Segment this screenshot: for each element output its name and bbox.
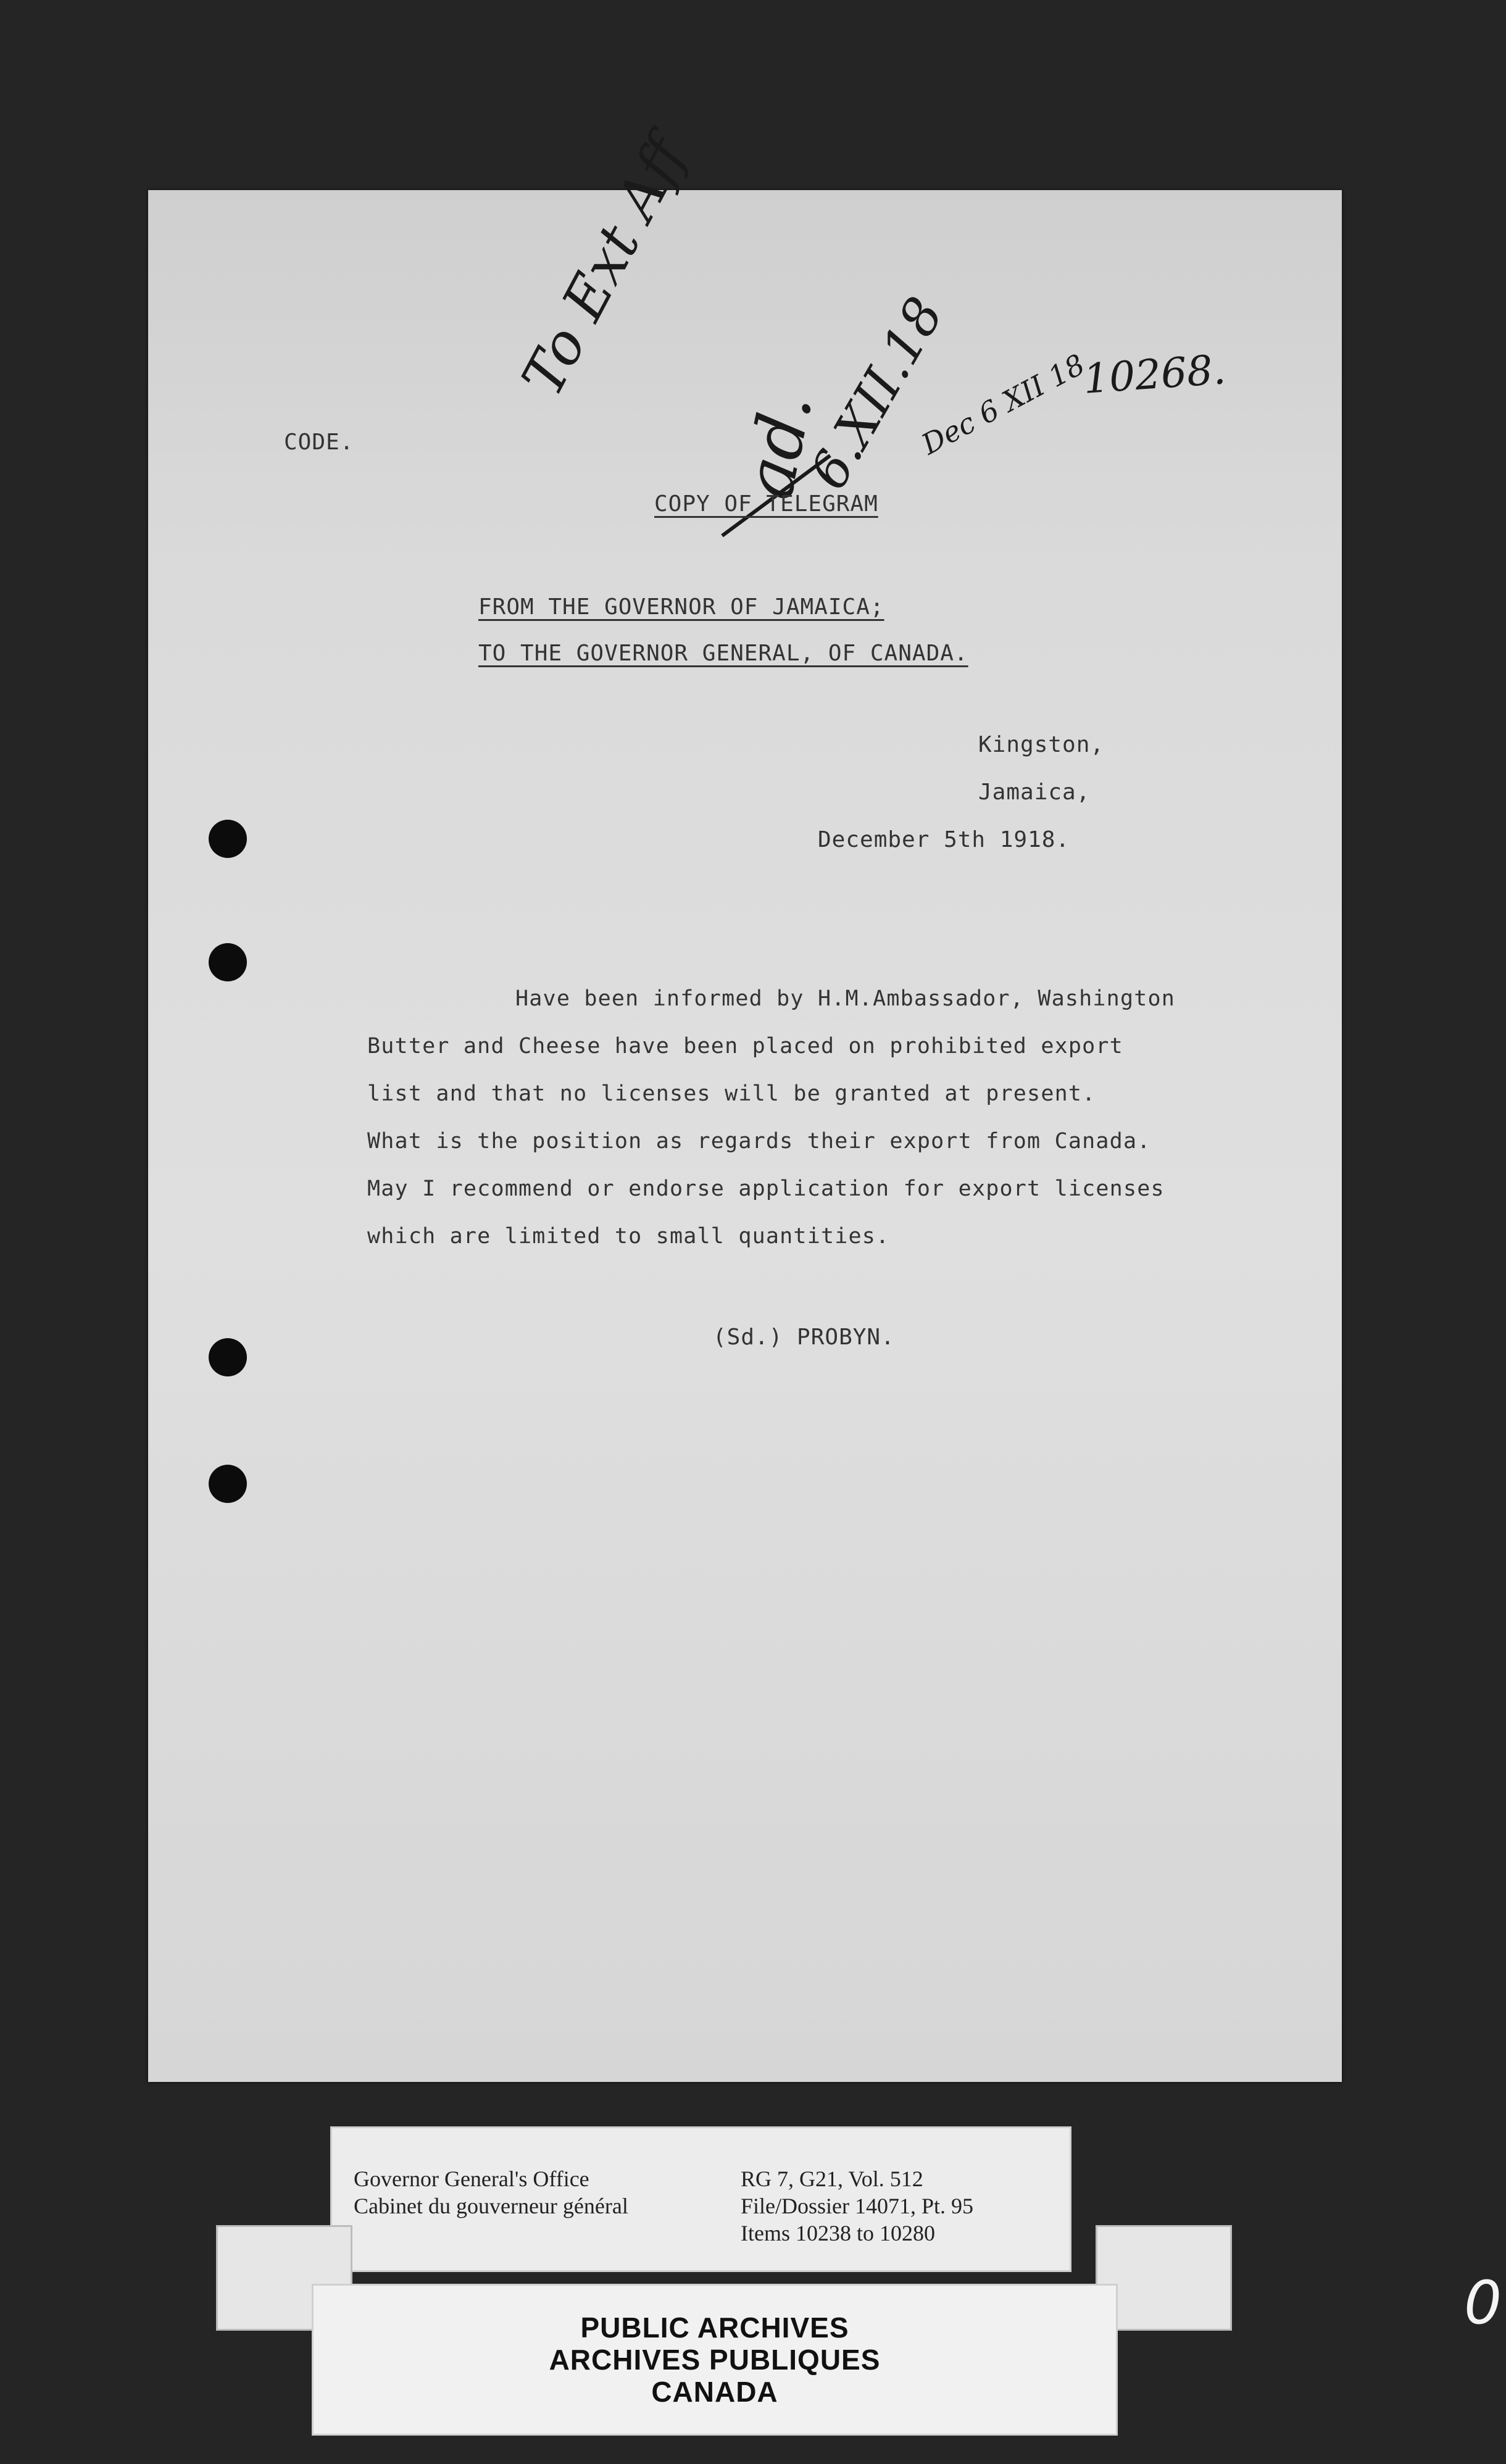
binder-hole bbox=[209, 943, 247, 981]
body-line: What is the position as regards their export from Canada. bbox=[367, 1129, 1151, 1154]
date-line: December 5th 1918. bbox=[818, 827, 1070, 852]
body-line: May I recommend or endorse application for export licenses bbox=[367, 1176, 1165, 1201]
body-line: which are limited to small quantities. bbox=[367, 1224, 890, 1249]
to-line: TO THE GOVERNOR GENERAL, OF CANADA. bbox=[478, 641, 968, 666]
office-name-french: Cabinet du gouverneur général bbox=[354, 2194, 628, 2218]
handwritten-initials: ad. bbox=[728, 386, 828, 506]
handwritten-strike-line bbox=[148, 190, 1342, 622]
telegram-page bbox=[148, 127, 1342, 2082]
handwritten-date-note: 6.XII.18 bbox=[797, 287, 955, 499]
body-line: Butter and Cheese have been placed on prohibited export bbox=[367, 1034, 1123, 1059]
stamp-line-french: ARCHIVES PUBLIQUES bbox=[549, 2344, 881, 2376]
handwritten-file-number: 10268. bbox=[1081, 346, 1228, 403]
binder-hole bbox=[209, 820, 247, 858]
from-line: FROM THE GOVERNOR OF JAMAICA; bbox=[478, 594, 884, 620]
signature-line: (Sd.) PROBYN. bbox=[713, 1325, 895, 1350]
public-archives-stamp bbox=[312, 2284, 1118, 2436]
record-group-reference: RG 7, G21, Vol. 512 bbox=[741, 2166, 923, 2191]
office-name-english: Governor General's Office bbox=[354, 2166, 589, 2191]
handwritten-dec-note: Dec 6 XII 18 bbox=[916, 347, 1091, 462]
frame-number-mark: 0 bbox=[1464, 2268, 1502, 2337]
body-line: list and that no licenses will be granted at present. bbox=[367, 1081, 1096, 1106]
binder-hole bbox=[209, 1465, 247, 1503]
stamp-line-english: PUBLIC ARCHIVES bbox=[580, 2312, 849, 2344]
binder-hole bbox=[209, 1338, 247, 1376]
body-line: Have been informed by H.M.Ambassador, Washington bbox=[515, 986, 1176, 1011]
archive-reference-label bbox=[330, 2126, 1071, 2272]
stamp-line-country: CANADA bbox=[651, 2376, 778, 2408]
reference-block bbox=[741, 2165, 973, 2247]
place-line-1: Kingston, bbox=[978, 732, 1105, 757]
telegram-heading: COPY OF TELEGRAM bbox=[654, 491, 878, 517]
office-block bbox=[354, 2165, 628, 2220]
place-line-2: Jamaica, bbox=[978, 780, 1091, 805]
file-reference: File/Dossier 14071, Pt. 95 bbox=[741, 2194, 974, 2218]
items-range: Items 10238 to 10280 bbox=[741, 2221, 935, 2245]
handwritten-note-ext-aff: To Ext Aff bbox=[509, 127, 700, 407]
code-label: CODE. bbox=[284, 430, 354, 455]
